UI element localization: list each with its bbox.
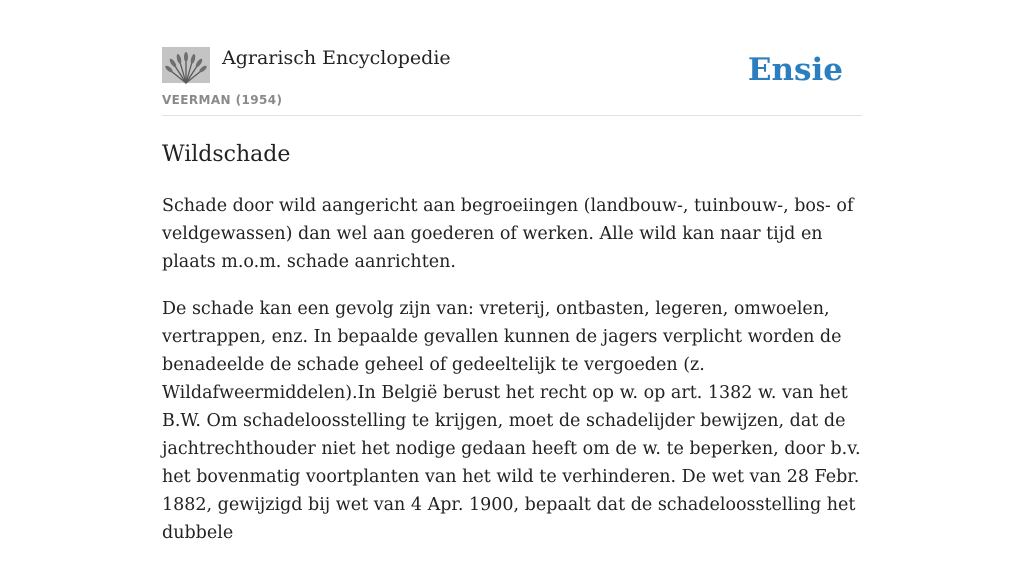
article-body [162,192,862,566]
article-paragraph: De schade kan een gevolg zijn van: vreterij, ontbasten, legeren, omwoelen, vertrappen, enz. In bepaalde gevallen kunnen de jagers verplicht worden de benadeelde de schade geheel of gedeeltelijk te vergoeden (z. Wildafweermiddelen).In België berust het recht op w. op art. 1382 w. van het B.W. Om schadeloosstelling te krijgen, moet de schadelijder bewijzen, dat de jachtrechthouder niet het nodige gedaan heeft om de w. te beperken, door b.v. het bovenmatig voortplanten van het wild te verhinderen. De wet van 28 Febr. 1882, gewijzigd bij wet van 4 Apr. 1900, bepaalt dat de schadeloosstelling het dubbele [162,299,861,543]
encyclopedia-title[interactable]: Agrarisch Encyclopedie [222,47,451,69]
article-paragraph: Schade door wild aangericht aan begroeiingen (landbouw-, tuinbouw-, bos- of veldgewassen) dan wel aan goederen of werken. Alle wild kan naar tijd en plaats m.o.m. schade aanrichten. [162,196,854,272]
brand-logo-link[interactable]: Ensie [747,52,843,88]
header-divider [162,115,862,116]
wheat-logo-icon[interactable] [162,47,210,83]
source-label: VEERMAN (1954) [162,93,283,107]
header [162,46,862,116]
article-title: Wildschade [162,142,291,167]
